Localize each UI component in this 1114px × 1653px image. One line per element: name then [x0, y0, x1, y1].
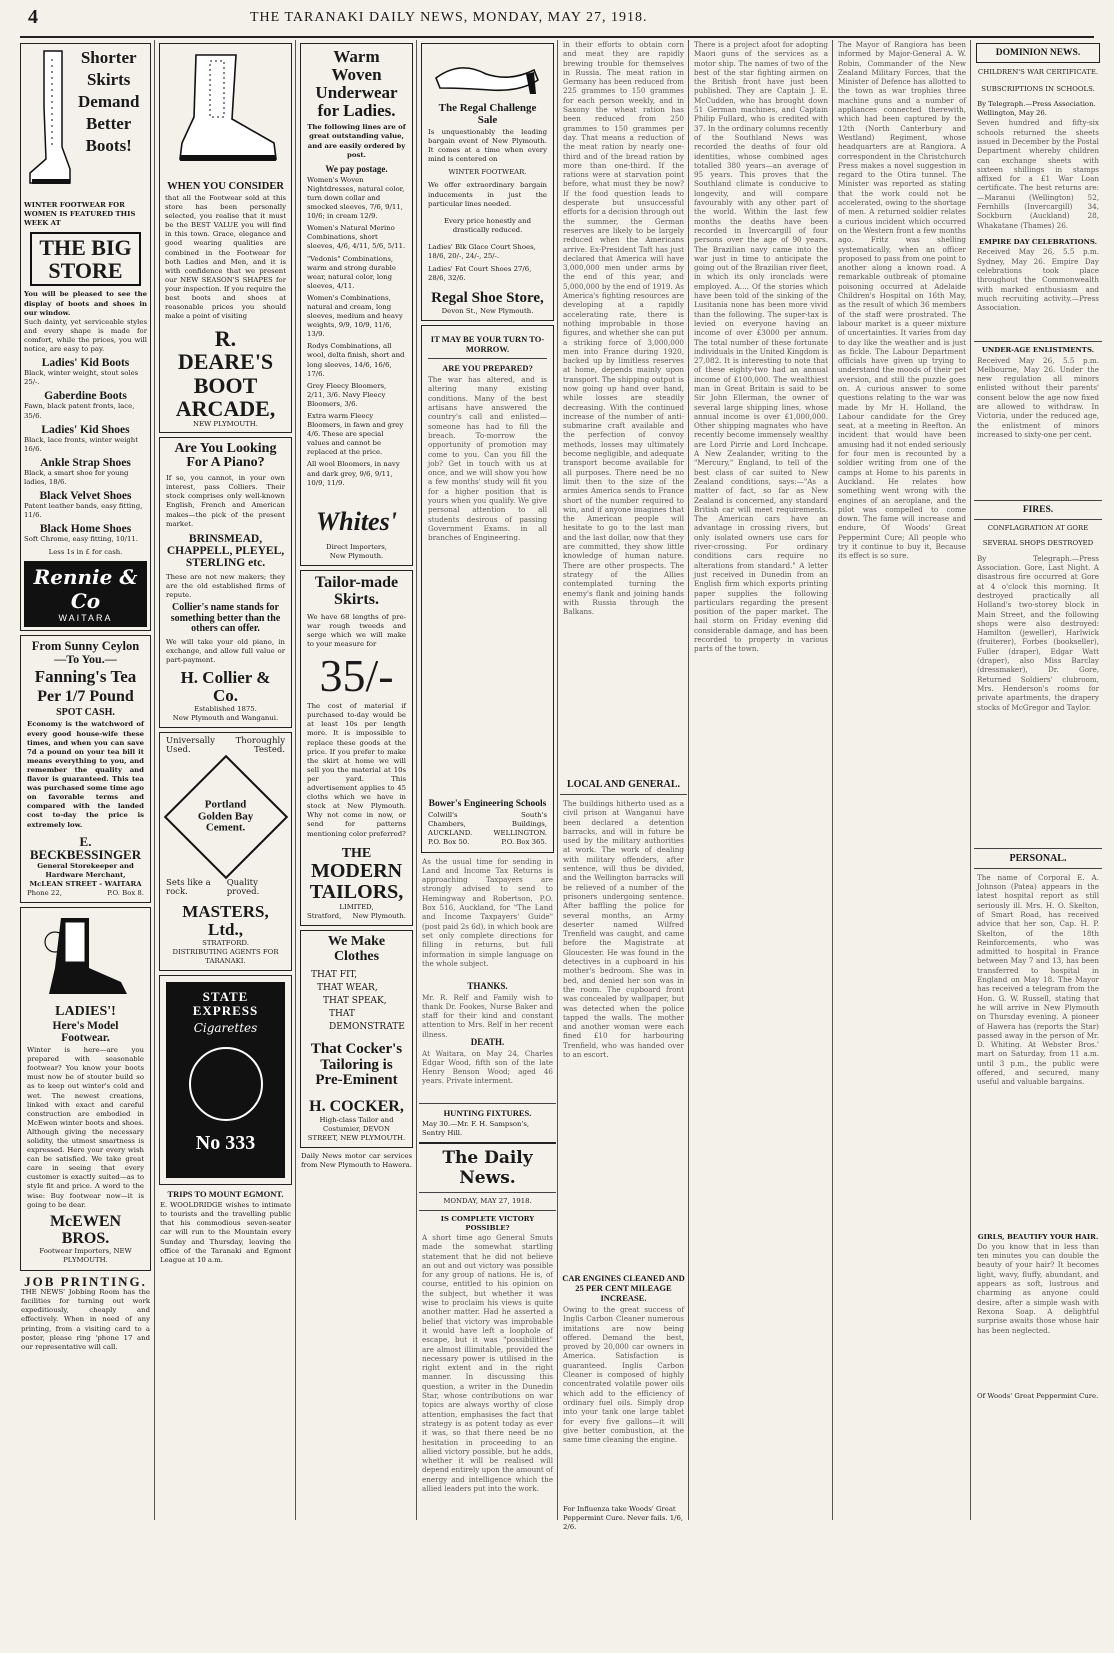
job-printing-heading: JOB PRINTING. [24, 1273, 147, 1289]
modern-town: Stratford, [307, 912, 342, 921]
cement-tag: Tested. [254, 744, 285, 755]
item-text: Women's Natural Merino Combinations, short sleeves, 4/6, 4/11, 5/6, 5/11. [307, 224, 406, 251]
bowers-engineering-ad [421, 325, 554, 852]
item-name: Gaberdine Boots [44, 390, 127, 403]
divider [974, 848, 1102, 849]
ad-text: Winter is here—are you prepared with seasonable footwear? You know your boots must now be of stouter build so as to keep out winter's cold and wet. The newest creations, linked with exact and careful construction are embodied in McEwen winter boots and shoes. Although giving the necessary solidity, the utmost smartness is expressed. Here your every wish can be satisfied. We take great care in seeing that every customer is exactly suited—as to style fit and price. A word to the wise: Buy footwear now—it is going to be dear. [27, 1046, 144, 1209]
thanks-heading: THANKS. [467, 980, 508, 991]
cement-diamond [163, 755, 287, 879]
deare-name: R. DEARE'S [177, 326, 274, 375]
whites-underwear-ad [300, 43, 413, 566]
winter-footwear: WINTER FOOTWEAR. [448, 168, 527, 177]
state-express-ad [159, 975, 292, 1185]
turn-heading: IT MAY BE YOUR TURN TO-MORROW. [430, 334, 545, 355]
ad-text: Economy is the watchword of every good house-wife these times, and when you can save 7d a pound on your tea bill it means everything to you, and remember the quality and flavor is guaranteed. This tea was purchased some time ago on favorable terms and compared with the landed cost to-day the price is extremely low. [27, 720, 144, 829]
item-text: Women's Combinations, natural and cream, long sleeves, medium and heavy weights, 9/9, 10/9, 11/6, 13/9. [307, 293, 403, 339]
merchant-desc: General Storekeeper and Hardware Merchant, [37, 861, 134, 879]
deare-boot-arcade-ad [159, 43, 292, 433]
rennie-logo [24, 561, 147, 627]
item-text: Grey Fleecy Bloomers, 2/11, 3/6. Navy Fleecy Bloomers, 3/6. [307, 381, 387, 408]
item-desc: Patent leather bands, easy fitting, 11/6. [24, 502, 143, 520]
ad-text: These are not new makers; they are the old established firms of repute. [166, 572, 285, 600]
skirt-price: 35/- [319, 650, 394, 702]
masters-name: MASTERS, Ltd., [182, 902, 269, 940]
item-name: Black Home Shoes [39, 523, 132, 536]
column-3 [298, 40, 415, 1534]
modern-line: MODERN [310, 860, 403, 883]
editorial-heading: IS COMPLETE VICTORY POSSIBLE? [440, 1214, 535, 1232]
ad-text: that all the Footwear sold at this store has been personally selected, you realise that it must be the BEST VALUE you will find in this town. Grace, elegance and good wearing qualities are combined in the Footwear for both Ladies and Men, and it is with confidence that we present our NEW SEASON'S SHAPES for your inspection. If you require the best boots and shoes at reasonable prices you should make a point of visiting [165, 194, 286, 321]
cigarette-pack [166, 982, 285, 1178]
thanks-text: Mr. R. Relf and Family wish to thank Dr. Fookes, Nurse Baker and staff for their kind and constant attention to Mrs. Relf in her recent illness. [422, 992, 553, 1039]
ad-text: We will take your old piano, in exchange, and allow full value or part-payment. [166, 637, 285, 664]
section-heading: EMPIRE DAY CELEBRATIONS. [978, 238, 1098, 247]
deare-line: BOOT [193, 372, 258, 398]
item-text: All wool Bloomers, in navy and dark grey, 9/6, 9/11, 10/9, 11/9. [307, 460, 400, 487]
item-name: Ankle Strap Shoes [40, 456, 131, 469]
column-5 [560, 40, 687, 1534]
bowers-name: Bower's Engineering Schools [428, 799, 547, 810]
news-text: Received May 26, 5.5 p.m. Melbourne, May 26. Under the new regulation all minors enlisted without their parents' consent below the age now fixed are allowed to withdraw. In Victoria, under the reduced age, the enlistment of minors increased to sixty-one per cent. [977, 355, 1099, 439]
cement-label [198, 800, 253, 835]
tea-cash-note: SPOT CASH. [56, 706, 115, 718]
clothes-lines [307, 969, 406, 1034]
tax-notice: As the usual time for sending in Land and Income Tax Returns is approaching Taxpayers are strongly advised to send to Hemingway and Robertson, P.O. Box 516, Auckland, for "The Land and Income Taxpayers' Guide" (post paid 2s 6d), in which book are set only complete directions for filling in returns, but full information in simple language on the whole subject. [422, 856, 553, 968]
cocker-line: Pre-Eminent [315, 1072, 398, 1089]
ladies-boot-illustration-icon [31, 912, 141, 1002]
ad-heading: Underwear [315, 82, 398, 102]
trips-text: E. WOOLDRIDGE wishes to intimate to tourists and the travelling public that his commodious seven-seater car will run to the Mountain every Sunday and Thursday, leaving the office of the Taranaki and Egmont League at 10 a.m. [160, 1201, 291, 1264]
clothes-heading: We Make Clothes [327, 934, 386, 965]
merchant-contact [27, 889, 144, 898]
column-rule [970, 40, 971, 1520]
tea-heading: From Sunny Ceylon [31, 638, 140, 653]
masthead [0, 0, 1114, 36]
ad-text: The cost of material if purchased to-day would be at least 10s per length more. It is impossible to replace these goods at the price. If you prefer to make the skirt at home we will sell you the material at 10s per yard. This advertisement applies to 45 cloths which we have in stock at New Plymouth. Why not come in now, or send for patterns mentioning color preferred? [307, 702, 406, 838]
cement-tagline [166, 879, 285, 897]
clothes-line: THAT FIT, [311, 969, 358, 980]
news-text: There is a project afoot for adopting Maori guns of the services as a motor ship. The names of two of the best of the star fighting airmen on the British front have just been published. They are Captain J. E. McCudden, who has brought down 51 German machines, and Captain Philip Fullard, who is credited with 37. In the ordinary columns recently of the Southland News was recorded the deaths of four old identities, whose combined ages totalled 380 years—an average of 95 years. This proves that the Southland climate is conducive to longevity, and will compare favourably with any other part of the world. Within the last few months the deaths have been recorded in Invercargill of four persons over the age of 90 years. The Brazilian navy came into the war just in time to anticipate the going out of the Brazilian river fleet, in which its only ironclads were employed. A.... Of the stories which have been told of the sinking of the Lusitania none has been more vivid than the following. The super-tax is levied on everyone having an income of over £3000 per annum. The total number of these fortunate individuals in the United Kingdom is 27,082. It is interesting to note that of these eighty-two had an annual income of £100,000. The wealthiest man in Great Britain is said to be Sir John Ellerman, the owner of several large shipping lines, whose annual income is over £1,000,000. Other shipping magnates who have recently become immensely wealthy are Lord Pirrie and Lord Inchcape. A New Zealander, writing to the "Mercury," England, to tell of the best class of car suited to New Zealand conditions, says:—"As a matter of fact, so far as New Zealand is concerned, any standard British car will meet requirements. The American cars have an advantage in crossing rivers, but only isolated owners use cars for river-crossing. For ordinary conditions cars require no alterations from standard." A letter just received in Dunedin from an English firm which exports printing paper supplies the following particulars regarding the present position of the paper market. The hail storm on Friday evening did considerable damage, and has been recorded to property in various parts of the town. [694, 40, 828, 654]
column-rule [154, 40, 155, 1520]
collier-piano-ad [159, 437, 292, 728]
news-text: Received May 26, 5.5 p.m. Sydney, May 26. Empire Day celebrations took place throughout the Commonwealth with marked enthusiasm and much recruiting activity.—Press Association. [977, 247, 1099, 313]
merchant-box: P.O. Box 8. [107, 889, 144, 898]
ad-text: Such dainty, yet serviceable styles and every shape is made for comfort, while the prices, you will notice, are easy to pay. [24, 317, 147, 354]
piano-heading: For A Piano? [186, 455, 265, 471]
masthead-rule [20, 36, 1094, 38]
ad-text: We offer extraordinary bargain inducements in just the particular lines needed. [428, 181, 547, 208]
deare-town: NEW PLYMOUTH. [193, 419, 258, 428]
regal-town: Devon St., New Plymouth. [441, 307, 534, 316]
big-store-logo: THE BIG STORE [30, 232, 141, 286]
cement-tag: Sets like a rock. [166, 878, 211, 898]
collier-slogan: Collier's name stands for something better than the others can offer. [170, 602, 281, 635]
item-desc: Black, a smart shoe for young ladies, 18/6. [24, 468, 129, 487]
column-8 [974, 40, 1102, 1534]
news-text: The buildings hitherto used as a civil prison at Wanganui have been declared a detention barracks, and will in future be used by the military authorities at work. The work of dealing with military offenders, after sentence, will thus be divided, and the Wellington barracks will be relieved of a number of the prisoners undergoing sentence. After baffling the police for several months, an Army deserter named Wilfred Trenfield was caught, and came before the Magistrate at Gloucester. He was found in the detectives in a cupboard in his mother's bedroom. She was in bed, and denied her son was in the room. The cupboard front was concealed by wallpaper, but was detected when the police tapped the walls. The mother and another woman were each fined £10 for harbouring Trenfield, who was handed over to an escort. [563, 799, 684, 1060]
modern-line: TAILORS, [309, 881, 404, 904]
ad-heading: for Ladies. [317, 100, 396, 120]
dominion-heading: DOMINION NEWS. [995, 48, 1081, 58]
hunting-heading: HUNTING FIXTURES. [443, 1107, 532, 1118]
bowers-address: Colwill's Chambers, AUCKLAND. P.O. Box 50. [428, 811, 473, 847]
mcewen-name: McEWEN BROS. [49, 1212, 122, 1247]
page-title: THE TARANAKI DAILY NEWS, MONDAY, MAY 27, 1918. [250, 10, 648, 25]
item-desc: Black, lace fronts, winter weight 16/6. [24, 435, 139, 453]
cash-discount: Less 1s in £ for cash. [48, 547, 123, 556]
regal-heading: The Regal Challenge Sale [438, 102, 537, 126]
divider [419, 1103, 556, 1104]
news-text: The name of Corporal E. A. Johnson (Patea) appears in the latest hospital report as still seriously ill. Mrs. H. O. Skelton, of Smart Road, has received advice that her son, Cap. H. P. Skelton, of the 18th Reinforcements, who was admitted to hospital in France between May 7 and 13, has been transferred to hospital in England on May 18. The Mayor has received a telegram from the Hon. G. W. Russell, stating that he will arrive in New Plymouth on Thursday evening. A pioneer of Hawera has (reports the Star) passed away in the person of Mr. D. Whiting. At Webster Bros.' mart on Saturday, from 11 a.m. until 3 p.m., the public were offered, and secured, many useful and valuable bargains. [977, 872, 1099, 1087]
winter-footwear-note: WINTER FOOTWEAR FOR WOMEN IS FEATURED THIS WEEK AT [24, 201, 136, 228]
cocker-tailor-ad [300, 930, 413, 1148]
divider [419, 1192, 556, 1193]
merchant-name: E. BECKBESSINGER [29, 833, 142, 863]
peppermint-line: Of Woods' Great Peppermint Cure. [977, 1391, 1099, 1400]
cocker-line: That Cocker's [310, 1040, 403, 1057]
court-shoe-illustration-icon [430, 48, 545, 98]
modern-town: New Plymouth. [352, 912, 406, 921]
car-heading: CAR ENGINES CLEANED AND 25 PER CENT MILEAGE INCREASE. [562, 1273, 685, 1303]
clothes-line: THAT SPEAK, [323, 995, 387, 1006]
whites-sub: New Plymouth. [329, 552, 384, 561]
modern-tailors-ad [300, 570, 413, 926]
divider [428, 358, 547, 359]
masters-sub: DISTRIBUTING AGENTS FOR TARANAKI. [172, 948, 279, 966]
cement-tag: Thoroughly [235, 735, 285, 746]
ad-text: We have 68 lengths of pre-war rough tweeds and serge which we will make to your measure for [307, 612, 406, 649]
column-rule [832, 40, 833, 1520]
ad-heading: Tailor-made [314, 574, 399, 592]
divider [974, 868, 1102, 869]
ad-body-text: The war has altered, and is altering many existing conditions. Many of the best artisans have answered the country's call and enlisted—someone has had to fill the breach. To-morrow the opportunity of promotion may come to you. Can you fill the job? Get in touch with us at once, and we will show you how a few months' study will fit you for a higher position that is yours when you qualify. We give personal attention to all students desirous of passing Government Exams. in all branches of Engineering. [428, 375, 547, 543]
divider [560, 794, 687, 795]
tea-price: Per 1/7 Pound [37, 688, 134, 706]
item-name: Ladies' Kid Boots [41, 357, 130, 370]
local-heading: LOCAL AND GENERAL. [566, 779, 681, 790]
bowers-addresses [428, 811, 547, 847]
deare-line: ARCADE, [175, 395, 276, 421]
model-heading: Here's Model Footwear. [52, 1019, 119, 1045]
death-heading: DEATH. [470, 1036, 505, 1047]
column-rule [295, 40, 296, 1520]
piano-heading: Are You Looking [174, 440, 277, 456]
cocker-name: H. COCKER, [309, 1098, 404, 1116]
prepared-heading: ARE YOU PREPARED? [442, 363, 533, 374]
cocker-line: Tailoring is [320, 1056, 393, 1073]
piano-makes: BRINSMEAD, CHAPPELL, PLEYEL, STERLING etc. [166, 532, 285, 569]
cocker-address: High-class Tailor and Costumier, DEVON STREET, NEW PLYMOUTH. [307, 1115, 406, 1143]
masters-town: STRATFORD. [202, 938, 249, 947]
boot-illustration-icon [24, 47, 74, 197]
price-item: Ladies' Fat Court Shoes 27/6, 28/6, 32/6. [428, 265, 532, 283]
section-heading: CHILDREN'S WAR CERTIFICATE. [977, 68, 1099, 76]
influenza-notice: For Influenza take Woods' Great Peppermint Cure. Never fails. 1/6, 2/6. [563, 1505, 684, 1532]
regal-name: Regal Shoe Store, [431, 290, 544, 307]
ladies-heading: LADIES'! [55, 1004, 116, 1020]
clothes-line: THAT WEAR, [317, 982, 378, 993]
mcewen-ad [20, 907, 151, 1270]
merchant-phone: Phone 22, [27, 889, 62, 898]
collier-towns: New Plymouth and Wanganui. [172, 713, 279, 722]
motor-notice: Daily News motor car services from New Plymouth to Hawera. [301, 1152, 412, 1170]
cement-tag: Quality proved. [226, 878, 260, 898]
editorial-masthead: The Daily News. [442, 1147, 533, 1188]
item-desc: Fawn, black patent fronts, lace, 35/6. [24, 402, 135, 420]
column-6 [691, 40, 831, 1534]
shoe-heading: WHEN YOU CONSIDER [167, 181, 284, 192]
shoe-illustration-icon [166, 47, 286, 177]
column-rule [688, 40, 689, 1520]
column-7 [835, 40, 969, 1534]
tea-subheading: —To You.— [54, 651, 117, 666]
ad-heading-line: Better [86, 114, 132, 133]
rennie-town: WAITARA [58, 612, 113, 623]
boot-price-list [24, 357, 147, 544]
trips-heading: TRIPS TO MOUNT EGMONT. [167, 1189, 284, 1200]
divider [419, 1210, 556, 1211]
page-number: 4 [28, 6, 38, 28]
item-text: "Vedonis" Combinations, warm and strong durable wear, natural color, long sleeves, 4/11. [307, 254, 396, 290]
cement-tag: Universally [166, 735, 215, 746]
column-2 [157, 40, 294, 1534]
job-printing-text: THE NEWS' Jobbing Room has the facilities for turning out work expeditiously, cheaply and effectively. When in need of any printing, from a visiting card to a poster, please ring 'phone 17 and our representative will call. [21, 1288, 150, 1351]
item-desc: Soft Chrome, easy fitting, 10/11. [24, 535, 138, 544]
brand-sub: Cigarettes [193, 1021, 258, 1036]
postage-note: We pay postage. [325, 163, 388, 174]
cement-word: Golden Bay [197, 810, 254, 823]
merchant-address: McLEAN STREET - WAITARA [29, 880, 142, 889]
news-text: Do you know that in less than ten minutes you can double the beauty of your hair? It becomes light, wavy, fluffy, abundant, and appears as soft, lustrous and charming as anyone could desire, after a simple wash with Rexona Soap. A delightful surprise awaits those whose hair has been neglected. [977, 1241, 1099, 1335]
column-rule [557, 40, 558, 1520]
section-heading: UNDER-AGE ENLISTMENTS. [981, 346, 1095, 355]
modern-limited: LIMITED, [339, 903, 374, 912]
modern-towns [307, 912, 406, 921]
divider [974, 519, 1102, 520]
news-text: By Telegraph.—Press Association. Gore, Last Night. A disastrous fire occurred at Gore at 4 o'clock this morning. It destroyed practically all Holland's two-storey block in Main Street, and the following shops were also destroyed: Hamilton (jeweller), Harlwick (fruiterer), Forbes (bookseller), Fuller (draper), Edgar Watt (draper), also Miss Barclay (dressmaker), Dr. Gore, Returned Soldiers' clubroom, Mrs. Henderson's rooms for private apartments, the drapery stocks of McGregor and Taylor. [977, 553, 1099, 712]
fanning-tea-ad [20, 635, 151, 904]
ad-text: If so, you cannot, in your own interest, pass Colliers. Their stock comprises only well-known English, French and American makes—the pick of the present market. [166, 474, 285, 528]
mcewen-address: Footwear Importers, NEW PLYMOUTH. [39, 1247, 132, 1265]
news-text: Owing to the great success of Inglis Carbon Cleaner numerous imitations are now being offered. Demand the best, proved by 20,000 car owners in America. Satisfaction is guaranteed. Inglis Carbon Cleaner is composed of highly concentrated volatile power oils which add to the efficiency of ordinary fuel oils. Simply drop into your tank one large tablet for every five gallons—it will give better combustion, at the same time cleaning the engine. [563, 1305, 684, 1445]
modern-line: THE [341, 845, 372, 861]
ad-heading-line: Shorter [80, 48, 137, 67]
ad-heading: Skirts. [334, 591, 379, 609]
section-heading: GIRLS, BEAUTIFY YOUR HAIR. [977, 1232, 1099, 1241]
cement-word: Portland [204, 798, 247, 811]
assoc-line: By Telegraph.—Press Association. Wellington, May 26. [977, 100, 1096, 118]
ad-text: Is unquestionably the leading bargain event of New Plymouth. It comes at a time when every mind is centered on [428, 128, 547, 164]
news-text: The Mayor of Rangiora has been informed by Major-General A. W. Robin, Commander of the New Zealand Military Forces, that the Minister of Defence has allotted to the town as war trophies three machine guns and a number of appliances connected therewith, which had been captured by the 12th (North Canterbury and Westland) Regiment, whose headquarters are at Rangiora. A correspondent in the Christchurch Press makes a novel suggestion in regard to the Otira tunnel. The Minister was reported as stating that the work could not be accelerated, owing to the shortage of men. A returned soldier relates a curious incident which occurred on the Western front a few months ago. Fritz was shelling systematically, when an officer proposed to pass from one point to another along a known road. A remarkable outbreak of ptomaine poisoning occurred at Adelaide Children's Hospital on 16th May, as the result of which 36 members of the staff were prostrated. The labour market is a queer mixture of uncertainties. It varies from day to day like the weather and is just as fickle. The Labour Department officials have given up trying to understand the moods of their pet aversion, and still the puzzle goes on. A curious answer to some questions relating to the war was made by Mr H. Holland, the Labour candidate for the Grey seat, at a meeting in Reefton. An incident that would have been amusing had it not ended seriously for four men is recounted by a soldier writing from one of the camps at Home to his parents in Auckland. He relates how something went wrong with the engines of an aeroplane, and the pilot was compelled to come down. The fame will increase and endure, Of Woods' Great Peppermint Cure; All people who try it continue to buy it, Because its effect is so sure. [838, 40, 966, 561]
ad-heading-line: Demand [78, 92, 140, 111]
column-4 [419, 40, 556, 1534]
item-text: Extra warm Fleecy Bloomers, in fawn and grey 4/6. These are special values and cannot be replaced at the price. [307, 412, 404, 457]
collier-established: Established 1875. [194, 704, 257, 713]
golden-bay-cement-ad [159, 732, 292, 971]
rennie-name: Rennie & Co [33, 564, 138, 613]
news-text: in their efforts to obtain corn and meat they are rapidly brewing trouble for themselves in Russia. The meat ration in Germany has been reduced from 225 grammes to 150 grammes for each person weekly, and in Saxony the wheat ration has been reduced from 250 grammes to 150 grammes per day. That means a reduction of the meat ration by nearly one-third and of the bread ration by more than one-third. If the rations were at starvation point before, what must they be now? If the food question leads to desperate but unsuccessful efforts for a decision through out the summer, the German reserves are likely to be largely reduced when the Americans arrive. Ex-President Taft has just declared that America will have 3,000,000 men under arms by the end of this year, and 5,000,000 by the end of 1919. As America's fighting resources are developing at a rapidly accelerating rate, there is nothing improbable in those figures, and whether she can put a striking force of 3,000,000 men into France during 1920, backed up by limitless reserves at home, depends mainly upon transport. The shipping output is now going up hand over hand, while losses are steadily decreasing. With the continued increase of the number of anti-submarine craft available and the perfection of convoy methods, losses may ultimately become negligible, and adequate transport become available for all purposes. There need be no limit then to the size of the armies America sends to France short of the number required to win, and if anyone imagines that the American people will hesitate to go to the last man and the last dollar, now that they are committed, they show little knowledge of human nature. There are other prospects. The strategy of the Allies contemplated turning the enemy's flank and joining hands with Russia through the Balkans. [563, 40, 684, 617]
brand-name: STATE EXPRESS [192, 989, 259, 1018]
bowers-address: South's Buildings, WELLINGTON. P.O. Box 365. [493, 811, 547, 847]
ad-text: You will be pleased to see the display of boots and shoes in our window. [24, 290, 147, 317]
divider [974, 500, 1102, 501]
collier-name: H. Collier & Co. [180, 667, 271, 705]
column-1 [18, 40, 153, 1534]
item-name: Black Velvet Shoes [39, 490, 132, 503]
ad-heading-line: Skirts [86, 70, 131, 89]
ad-intro: The following lines are of great outstanding value, and are easily ordered by post. [307, 123, 406, 159]
personal-heading: PERSONAL. [1009, 852, 1067, 864]
divider [419, 1142, 556, 1144]
fires-heading: FIRES. [1022, 504, 1054, 515]
hunting-text: May 30.—Mr. F. H. Sampson's, Sentry Hill. [422, 1119, 530, 1137]
clothes-line: THAT DEMONSTRATE [329, 1008, 405, 1032]
item-desc: Black, winter weight, stout soles 25/-. [24, 369, 139, 387]
big-store-ad [20, 43, 151, 631]
item-text: Rodys Combinations, all wool, delta finish, short and long sleeves, 14/6, 16/6, 17/6. [307, 342, 405, 378]
divider [974, 341, 1102, 342]
section-heading: SEVERAL SHOPS DESTROYED [982, 538, 1094, 547]
news-text: Seven hundred and fifty-six schools returned the sheets issued in December by the Postal Department whereby children can exchange sheets with sixteen shillings in stamps affixed for a £1 War Loan certificate. The best returns are:—Maranui (Wellington) 52, Fernhills (Invercargill) 34, Sockburn (Auckland) 28, Whakatane (Thames) 26. [977, 118, 1099, 230]
section-heading: SUBSCRIPTIONS IN SCHOOLS. [981, 85, 1095, 94]
price-item: Ladies' Blk Glace Court Shoes, 18/6, 20/-, 24/-, 25/-. [428, 242, 536, 261]
ad-text: Every price honestly and drastically reduced. [443, 216, 532, 234]
regal-shoe-ad [421, 43, 554, 321]
editorial-date: MONDAY, MAY 27, 1918. [443, 1196, 532, 1205]
cement-word: Cement. [205, 821, 246, 834]
ad-heading: Warm Woven [331, 47, 382, 84]
brand-number: No 333 [195, 1132, 256, 1155]
cement-tag: Used. [166, 744, 191, 755]
item-name: Ladies' Kid Shoes [41, 423, 130, 436]
whites-name: Whites' [316, 506, 397, 536]
item-text: Women's Woven Nightdresses, natural color, turn down collar and smocked sleeves, 7/6, 9/11, 10/6; in cream 12/9. [307, 175, 405, 221]
column-rule [416, 40, 417, 1520]
editorial-text: A short time ago General Smuts made the somewhat startling statement that he did not believe an out and out victory was possible for any group of nations. He is, of course, entitled to his opinion on the subject, but whether it was wise to proclaim his views is quite another matter. Had he asserted a belief that victory was improbable it would have left a loophole of escape, but it was "possibilities" are almost illimitable, provided the necessary power is utilised in the right extent and in the right manner. In discussing this question, a writer in the Dunedin Star, whose contributions on war topics are always worthy of close attention, emphasises the fact that strategy is as potent today as ever it was, so that there need be no hesitation in proceeding to an allied victory possible, but he adds, whether it will be realised will depend entirely upon the amount of energy and intelligence which the allied leaders put into the work. [422, 1233, 553, 1494]
ad-heading-line: Boots! [85, 136, 132, 155]
tea-brand: Fanning's Tea [34, 667, 137, 687]
section-heading: CONFLAGRATION AT GORE [987, 523, 1089, 532]
whites-sub: Direct Importers, [326, 543, 387, 552]
death-text: At Waitara, on May 24, Charles Edgar Wood, fifth son of the late Henry Benson Wood; aged 46 years. Private interment. [422, 1048, 553, 1086]
pack-emblem-icon [189, 1047, 263, 1121]
dominion-heading-box [976, 43, 1100, 63]
